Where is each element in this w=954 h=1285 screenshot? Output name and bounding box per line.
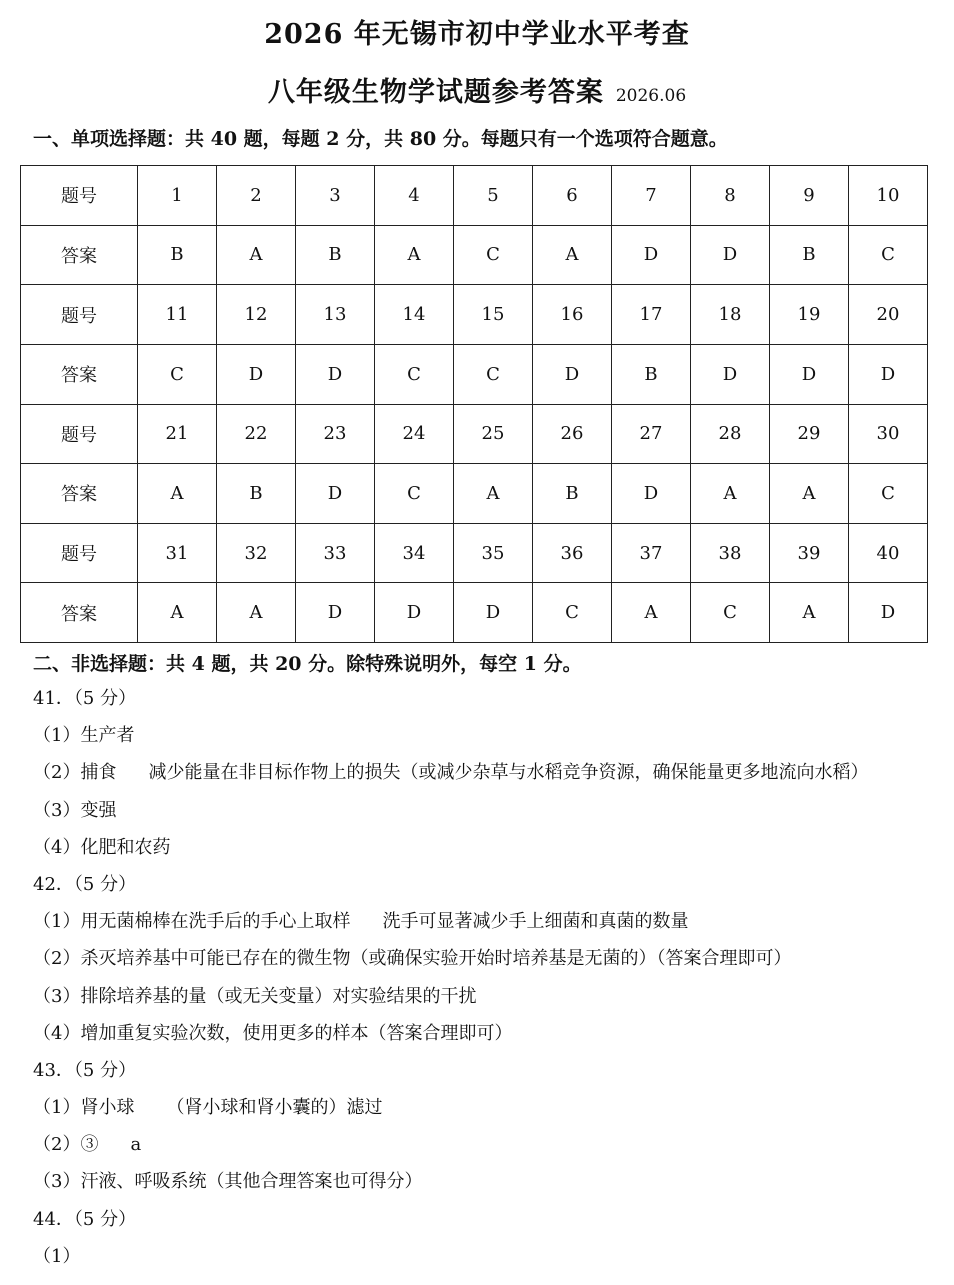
answer-line bbox=[33, 872, 933, 909]
answer-line-main: 44．（5 分） bbox=[33, 1208, 137, 1230]
question-number-cell: 18 bbox=[691, 285, 770, 345]
question-number-cell: 15 bbox=[454, 285, 533, 345]
answer-line-main: （1）生产者 bbox=[33, 725, 135, 747]
answer-cell: B bbox=[533, 464, 612, 524]
answer-row bbox=[21, 344, 928, 404]
answer-line-main: （4）增加重复实验次数，使用更多的样本（答案合理即可） bbox=[33, 1022, 513, 1044]
answer-cell: D bbox=[612, 464, 691, 524]
answer-cell: A bbox=[375, 225, 454, 285]
answer-row bbox=[21, 225, 928, 285]
answer-line-extra: 洗手可显著减少手上细菌和真菌的数量 bbox=[382, 911, 689, 933]
answer-cell: B bbox=[217, 464, 296, 524]
question-number-cell: 28 bbox=[691, 404, 770, 464]
answer-line bbox=[33, 1244, 933, 1281]
answer-cell: C bbox=[138, 344, 217, 404]
answer-line bbox=[33, 946, 933, 983]
answer-cell: A bbox=[691, 464, 770, 524]
question-number-cell: 37 bbox=[612, 523, 691, 583]
answer-line bbox=[33, 798, 933, 835]
answer-line bbox=[33, 760, 933, 797]
answer-cell: B bbox=[296, 225, 375, 285]
answer-line bbox=[33, 686, 933, 723]
answer-cell: B bbox=[770, 225, 849, 285]
answer-cell: D bbox=[849, 583, 928, 643]
answer-cell: D bbox=[217, 344, 296, 404]
question-number-cell: 1 bbox=[138, 166, 217, 226]
question-number-cell: 9 bbox=[770, 166, 849, 226]
answer-line-main: 43．（5 分） bbox=[33, 1059, 137, 1081]
answer-cell: A bbox=[533, 225, 612, 285]
answer-lines bbox=[33, 686, 933, 1281]
answer-cell: A bbox=[138, 464, 217, 524]
section2-heading: 二、非选择题：共 4 题，共 20 分。除特殊说明外，每空 1 分。 bbox=[33, 653, 582, 675]
question-number-cell: 10 bbox=[849, 166, 928, 226]
question-number-cell: 17 bbox=[612, 285, 691, 345]
answer-line-main: （3）汗液、呼吸系统（其他合理答案也可得分） bbox=[33, 1171, 423, 1193]
question-number-cell: 11 bbox=[138, 285, 217, 345]
answer-cell: D bbox=[849, 344, 928, 404]
question-number-cell: 22 bbox=[217, 404, 296, 464]
answer-cell: B bbox=[612, 344, 691, 404]
answer-line bbox=[33, 1058, 933, 1095]
num-row-label: 题号 bbox=[21, 166, 138, 226]
answer-cell: D bbox=[296, 344, 375, 404]
answer-line-main: （3）变强 bbox=[33, 799, 117, 821]
answer-line-main: （2）③ bbox=[33, 1134, 99, 1156]
question-number-cell: 4 bbox=[375, 166, 454, 226]
answer-line-main: （2）杀灭培养基中可能已存在的微生物（或确保实验开始时培养基是无菌的）（答案合理即可） bbox=[33, 948, 792, 970]
document-subtitle bbox=[0, 70, 954, 109]
answer-line bbox=[33, 723, 933, 760]
question-number-cell: 24 bbox=[375, 404, 454, 464]
answer-line bbox=[33, 835, 933, 872]
answer-line bbox=[33, 1021, 933, 1058]
answer-cell: D bbox=[296, 583, 375, 643]
answer-line-main: 41．（5 分） bbox=[33, 688, 137, 709]
question-number-cell: 21 bbox=[138, 404, 217, 464]
question-number-cell: 35 bbox=[454, 523, 533, 583]
question-number-cell: 40 bbox=[849, 523, 928, 583]
num-row bbox=[21, 523, 928, 583]
answer-row bbox=[21, 583, 928, 643]
answer-cell: C bbox=[375, 464, 454, 524]
answer-cell: A bbox=[454, 464, 533, 524]
question-number-cell: 25 bbox=[454, 404, 533, 464]
question-number-cell: 12 bbox=[217, 285, 296, 345]
answer-line-main: （1）用无菌棉棒在洗手后的手心上取样 bbox=[33, 911, 351, 933]
question-number-cell: 38 bbox=[691, 523, 770, 583]
answer-line-main: （3）排除培养基的量（或无关变量）对实验结果的干扰 bbox=[33, 985, 477, 1007]
answer-cell: C bbox=[849, 464, 928, 524]
answer-line bbox=[33, 984, 933, 1021]
answer-cell: C bbox=[454, 225, 533, 285]
answer-cell: C bbox=[375, 344, 454, 404]
answer-line bbox=[33, 909, 933, 946]
answer-cell: A bbox=[217, 583, 296, 643]
answer-row-label: 答案 bbox=[21, 583, 138, 643]
answer-line-main: （4）化肥和农药 bbox=[33, 836, 171, 858]
answer-line bbox=[33, 1207, 933, 1244]
question-number-cell: 29 bbox=[770, 404, 849, 464]
question-number-cell: 39 bbox=[770, 523, 849, 583]
answer-line bbox=[33, 1095, 933, 1132]
question-number-cell: 36 bbox=[533, 523, 612, 583]
question-number-cell: 16 bbox=[533, 285, 612, 345]
question-number-cell: 3 bbox=[296, 166, 375, 226]
question-number-cell: 7 bbox=[612, 166, 691, 226]
answer-cell: B bbox=[138, 225, 217, 285]
answer-cell: D bbox=[770, 344, 849, 404]
num-row-label: 题号 bbox=[21, 404, 138, 464]
question-number-cell: 8 bbox=[691, 166, 770, 226]
answer-row-label: 答案 bbox=[21, 464, 138, 524]
question-number-cell: 30 bbox=[849, 404, 928, 464]
num-row bbox=[21, 285, 928, 345]
answer-row-label: 答案 bbox=[21, 344, 138, 404]
document-date: 2026.06 bbox=[615, 86, 687, 106]
num-row-label: 题号 bbox=[21, 285, 138, 345]
answer-line bbox=[33, 1132, 933, 1169]
question-number-cell: 26 bbox=[533, 404, 612, 464]
subtitle-text: 八年级生物学试题参考答案 bbox=[267, 77, 604, 108]
answer-line-extra: （肾小球和肾小囊的）滤过 bbox=[166, 1097, 383, 1119]
answer-cell: D bbox=[691, 225, 770, 285]
question-number-cell: 27 bbox=[612, 404, 691, 464]
question-number-cell: 20 bbox=[849, 285, 928, 345]
answer-cell: D bbox=[533, 344, 612, 404]
question-number-cell: 13 bbox=[296, 285, 375, 345]
answer-cell: C bbox=[691, 583, 770, 643]
answer-row bbox=[21, 464, 928, 524]
answer-line-main: （1） bbox=[33, 1245, 81, 1267]
answer-cell: A bbox=[612, 583, 691, 643]
answer-cell: A bbox=[770, 583, 849, 643]
answer-cell: C bbox=[849, 225, 928, 285]
section1-heading: 一、单项选择题：共 40 题，每题 2 分，共 80 分。每题只有一个选项符合题意。 bbox=[33, 128, 728, 150]
num-row bbox=[21, 404, 928, 464]
question-number-cell: 23 bbox=[296, 404, 375, 464]
question-number-cell: 5 bbox=[454, 166, 533, 226]
answer-table bbox=[20, 165, 928, 643]
document-title: 2026 年无锡市初中学业水平考查 bbox=[264, 19, 690, 50]
answer-cell: D bbox=[612, 225, 691, 285]
answer-line-main: （2）捕食 bbox=[33, 762, 117, 784]
question-number-cell: 6 bbox=[533, 166, 612, 226]
answer-cell: A bbox=[770, 464, 849, 524]
question-number-cell: 32 bbox=[217, 523, 296, 583]
question-number-cell: 34 bbox=[375, 523, 454, 583]
answer-cell: D bbox=[375, 583, 454, 643]
answer-cell: D bbox=[454, 583, 533, 643]
answer-cell: A bbox=[138, 583, 217, 643]
question-number-cell: 33 bbox=[296, 523, 375, 583]
answer-cell: D bbox=[296, 464, 375, 524]
answer-line-main: （1）肾小球 bbox=[33, 1097, 135, 1119]
num-row-label: 题号 bbox=[21, 523, 138, 583]
answer-cell: C bbox=[533, 583, 612, 643]
answer-cell: A bbox=[217, 225, 296, 285]
question-number-cell: 14 bbox=[375, 285, 454, 345]
answer-cell: C bbox=[454, 344, 533, 404]
question-number-cell: 19 bbox=[770, 285, 849, 345]
answer-cell: D bbox=[691, 344, 770, 404]
question-number-cell: 2 bbox=[217, 166, 296, 226]
answer-line-extra: 减少能量在非目标作物上的损失（或减少杂草与水稻竞争资源，确保能量更多地流向水稻） bbox=[148, 762, 869, 784]
answer-line-main: 42．（5 分） bbox=[33, 873, 137, 895]
answer-line bbox=[33, 1169, 933, 1206]
answer-row-label: 答案 bbox=[21, 225, 138, 285]
answer-line-extra: a bbox=[130, 1134, 142, 1156]
num-row bbox=[21, 166, 928, 226]
question-number-cell: 31 bbox=[138, 523, 217, 583]
